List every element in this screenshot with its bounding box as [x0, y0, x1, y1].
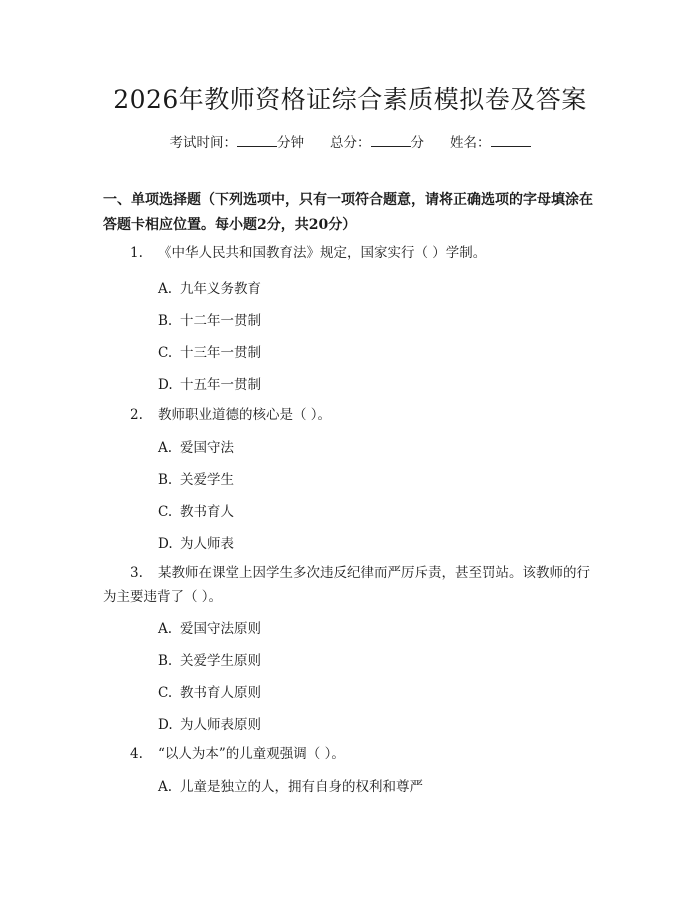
option-2a — [158, 436, 234, 456]
option-letter: A. — [158, 779, 173, 795]
question-text: “以人为本”的儿童观强调（ ）。 — [158, 746, 345, 762]
score-unit: 分 — [410, 135, 424, 151]
option-text: 教书育人原则 — [180, 685, 261, 701]
option-letter: C. — [158, 345, 173, 361]
option-text: 九年义务教育 — [180, 281, 261, 297]
option-2d — [158, 532, 234, 552]
option-1d — [158, 373, 261, 393]
page-title: 2026年教师资格证综合素质模拟卷及答案 — [113, 85, 587, 114]
option-text: 爱国守法 — [180, 440, 234, 456]
question-number: 2. — [130, 407, 143, 423]
option-letter: D. — [158, 717, 173, 733]
section-heading: 一、单项选择题（下列选项中，只有一项符合题意，请将正确选项的字母填涂在答题卡相应位置。每小题2分，共20分） — [103, 192, 593, 233]
option-text: 儿童是独立的人，拥有自身的权利和尊严 — [180, 779, 423, 795]
option-text: 爱国守法原则 — [180, 621, 261, 637]
option-4a — [158, 775, 423, 795]
question-3-cont — [103, 584, 222, 610]
option-3d — [158, 713, 261, 733]
question-3 — [130, 560, 600, 586]
option-text: 为人师表原则 — [180, 717, 261, 733]
option-letter: B. — [158, 472, 173, 488]
time-blank — [237, 134, 277, 147]
option-letter: B. — [158, 653, 173, 669]
option-1c — [158, 341, 261, 361]
option-letter: A. — [158, 440, 173, 456]
question-2 — [130, 402, 331, 428]
option-text: 十五年一贯制 — [180, 377, 261, 393]
option-letter: D. — [158, 536, 173, 552]
option-letter: A. — [158, 621, 173, 637]
option-text: 十二年一贯制 — [180, 313, 261, 329]
question-text: 《中华人民共和国教育法》规定，国家实行（ ）学制。 — [158, 245, 487, 261]
option-letter: C. — [158, 504, 173, 520]
option-letter: C. — [158, 685, 173, 701]
score-blank — [371, 134, 411, 147]
question-4 — [130, 741, 345, 767]
option-2b — [158, 468, 234, 488]
option-text: 教书育人 — [180, 504, 234, 520]
question-text: 教师职业道德的核心是（ ）。 — [158, 407, 332, 423]
option-1b — [158, 309, 261, 329]
option-text: 关爱学生 — [180, 472, 234, 488]
name-label: 姓名： — [450, 135, 491, 151]
question-1 — [130, 240, 486, 266]
score-label: 总分： — [330, 135, 371, 151]
option-3b — [158, 649, 261, 669]
option-text: 关爱学生原则 — [180, 653, 261, 669]
question-number: 3. — [130, 565, 143, 581]
time-label: 考试时间： — [169, 135, 237, 151]
option-letter: D. — [158, 377, 173, 393]
option-letter: A. — [158, 281, 173, 297]
exam-info-line — [0, 131, 700, 151]
option-2c — [158, 500, 234, 520]
option-1a — [158, 277, 261, 297]
option-text: 十三年一贯制 — [180, 345, 261, 361]
time-unit: 分钟 — [277, 135, 304, 151]
option-3c — [158, 681, 261, 701]
question-text: 为主要违背了（ ）。 — [103, 589, 223, 605]
option-3a — [158, 617, 261, 637]
question-text: 某教师在课堂上因学生多次违反纪律而严厉斥责，甚至罚站。该教师的行 — [158, 565, 590, 581]
name-blank — [491, 134, 531, 147]
option-text: 为人师表 — [180, 536, 234, 552]
question-number: 4. — [130, 746, 143, 762]
option-letter: B. — [158, 313, 173, 329]
question-number: 1. — [130, 245, 143, 261]
